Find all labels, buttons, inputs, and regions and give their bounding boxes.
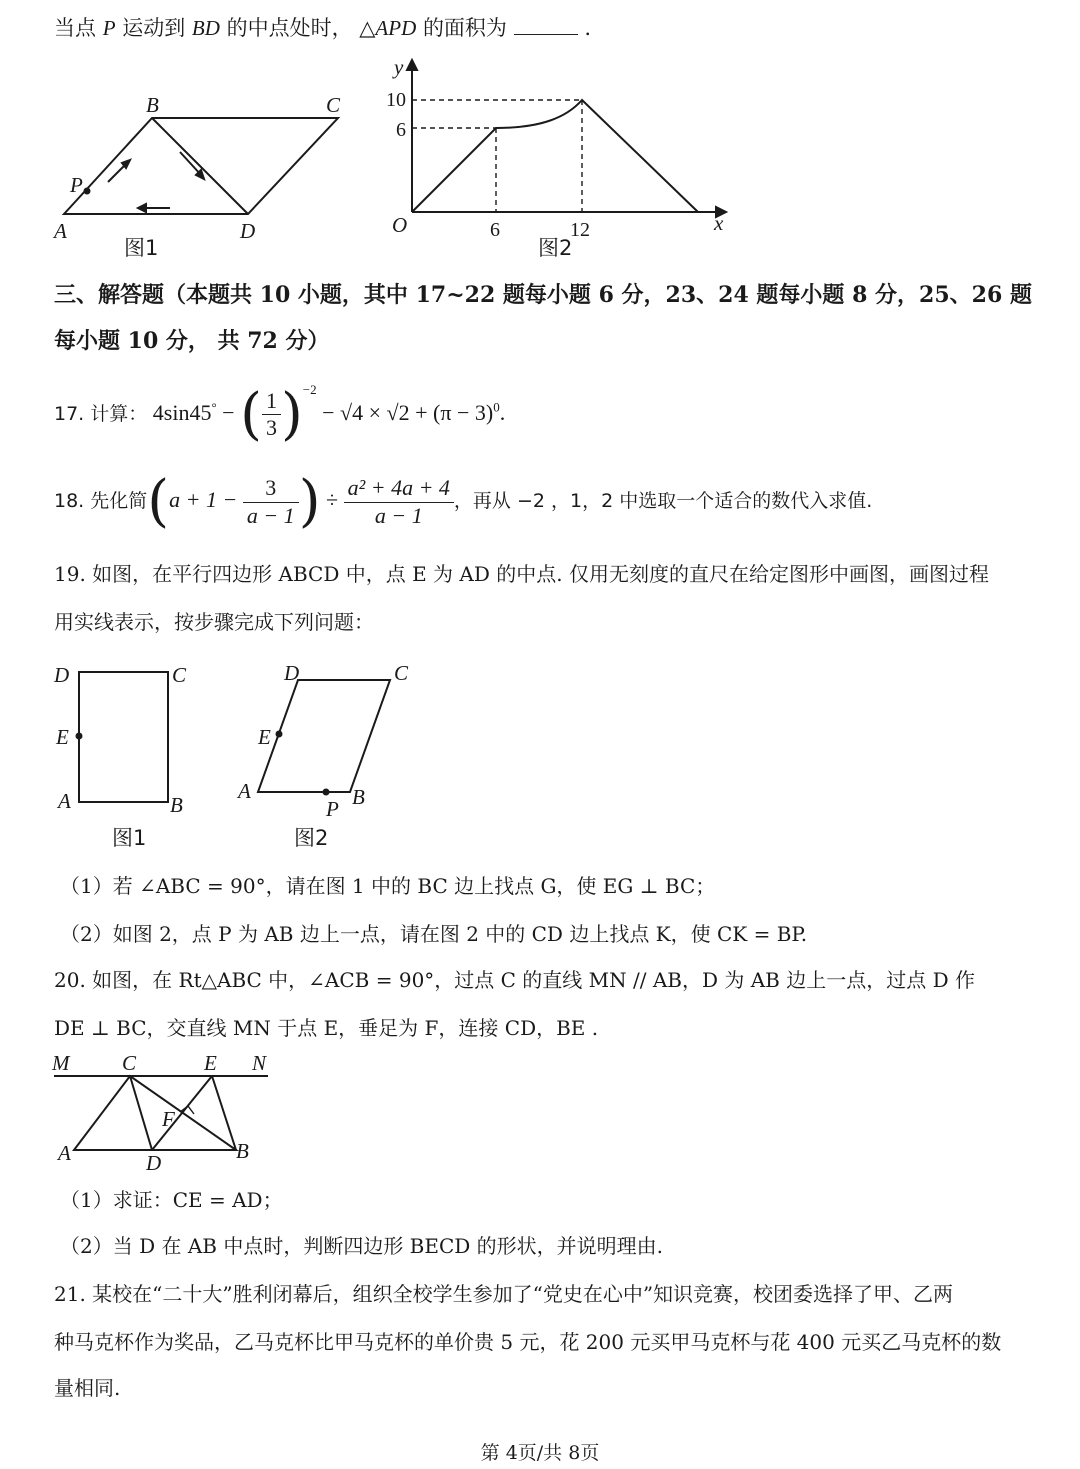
label-y: y	[394, 55, 404, 79]
q19-line2: 用实线表示，按步骤完成下列问题：	[54, 610, 374, 634]
label-d: D	[240, 219, 256, 243]
q19-fig2-caption: 图2	[294, 826, 329, 850]
q18-den2: a − 1	[374, 502, 423, 528]
q18-paren-open: (	[147, 469, 170, 534]
page-footer: 第 4页/共 8页	[480, 1442, 600, 1464]
tick-y10: 10	[386, 89, 406, 111]
q17-denominator: 3	[265, 415, 277, 441]
tick-x6: 6	[490, 219, 500, 241]
q19-fig1-label-d: D	[54, 663, 70, 687]
q19-fig2-label-e: E	[258, 725, 271, 749]
q18-num1: 3	[243, 475, 299, 502]
q20-label-f: F	[162, 1107, 175, 1131]
q19-fig1-label-a: A	[58, 789, 71, 813]
q19-fig2-label-b: B	[352, 785, 365, 809]
q19-fig2-label-p: P	[326, 797, 339, 821]
intro-text-a: 当点	[54, 16, 96, 40]
segment-cd	[130, 1076, 152, 1150]
q20-sub1: （1）求证：CE = AD；	[60, 1188, 283, 1212]
label-a: A	[54, 219, 67, 243]
q19-fig1-caption: 图1	[112, 826, 147, 850]
q17-label: 17. 计算：	[54, 403, 148, 425]
segment-be	[212, 1076, 236, 1150]
q18-label: 18. 先化简	[54, 490, 148, 513]
q17-end: .	[499, 400, 506, 425]
q20-line1: 20. 如图，在 Rt△ABC 中，∠ACB = 90°，过点 C 的直线 MN // AB，D 为 AB 边上一点，过点 D 作	[54, 968, 975, 992]
q19-fig1-label-e: E	[56, 725, 69, 749]
label-c: C	[326, 93, 341, 117]
q18-part1: a + 1 −	[169, 487, 243, 513]
label-x: x	[714, 211, 724, 235]
tick-x12: 12	[570, 219, 590, 241]
q17-sin: 4sin45	[152, 400, 212, 425]
q17-minus: −	[216, 400, 241, 425]
q20-line2: DE ⊥ BC，交直线 MN 于点 E，垂足为 F，连接 CD，BE .	[54, 1016, 599, 1040]
q19-fig2-label-d: D	[284, 661, 300, 685]
label-o: O	[392, 213, 408, 237]
q18-den1: a − 1	[246, 502, 295, 528]
q17-degree: °	[211, 399, 217, 415]
q20-label-a: A	[58, 1141, 71, 1165]
q20-label-c: C	[122, 1051, 137, 1075]
q20-label-d: D	[146, 1151, 162, 1175]
q17-paren-close: )	[280, 381, 303, 447]
q20-sub2: （2）当 D 在 AB 中点时，判断四边形 BECD 的形状，并说明理由.	[60, 1234, 664, 1258]
intro-text-e: .	[584, 16, 591, 40]
q19-sub2: （2）如图 2，点 P 为 AB 边上一点，请在图 2 中的 CD 边上找点 K，使 CK = BP.	[60, 922, 808, 946]
label-b: B	[146, 93, 159, 117]
q21-line1: 21. 某校在“二十大”胜利闭幕后，组织全校学生参加了“党史在心中”知识竞赛，校团委选择了甲、乙两	[54, 1282, 954, 1306]
intro-text-c: 的中点处时，	[226, 16, 353, 40]
q21-line3: 量相同.	[54, 1376, 121, 1400]
tick-y6: 6	[396, 119, 406, 141]
triangle-acb	[74, 1076, 236, 1150]
q19-fig1-label-b: B	[170, 793, 183, 817]
caption-fig1-top: 图1	[124, 236, 159, 260]
section3-heading-line2: 每小题 10 分， 共 72 分）	[54, 328, 330, 354]
q20-label-m: M	[52, 1051, 70, 1075]
q18-paren-close: )	[298, 469, 321, 534]
q18-num2: a² + 4a + 4	[344, 475, 454, 502]
segment-de	[152, 1076, 212, 1150]
q19-fig1-label-c: C	[172, 663, 187, 687]
intro-segment-bd: BD	[191, 16, 220, 40]
intro-point-p: P	[102, 16, 116, 40]
q17-rest: − √4 × √2 + (π − 3)	[316, 400, 494, 425]
intro-text-d: 的面积为	[422, 16, 507, 40]
q19-sub1: （1）若 ∠ABC = 90°，请在图 1 中的 BC 边上找点 G，使 EG ⊥ BC；	[60, 874, 716, 898]
q17-zero: 0	[493, 399, 500, 415]
intro-text-b: 运动到	[122, 16, 186, 40]
q17-numerator: 1	[262, 388, 281, 415]
q18-divide: ÷	[320, 487, 344, 513]
q17-exponent: −2	[302, 382, 317, 397]
section3-heading-line1: 三、解答题（本题共 10 小题，其中 17~22 题每小题 6 分，23、24 题每小题 8 分，25、26 题	[54, 282, 1032, 308]
q20-label-b: B	[236, 1139, 249, 1163]
q17-paren-open: (	[240, 381, 262, 447]
q21-line2: 种马克杯作为奖品，乙马克杯比甲马克杯的单价贵 5 元，花 200 元买甲马克杯与花 400 元买乙马克杯的数	[54, 1330, 1002, 1354]
intro-triangle-apd: △APD	[359, 16, 417, 40]
caption-fig2-top: 图2	[538, 236, 573, 260]
q19-line1: 19. 如图，在平行四边形 ABCD 中，点 E 为 AD 的中点. 仅用无刻度的直尺在给定图形中画图，画图过程	[54, 562, 989, 586]
q19-fig2-label-c: C	[394, 661, 409, 685]
q20-label-e: E	[204, 1051, 217, 1075]
label-p: P	[70, 173, 83, 197]
q19-fig2-label-a: A	[238, 779, 251, 803]
q20-label-n: N	[252, 1051, 267, 1075]
q18-tail: ，再从 −2 ，1，2 中选取一个适合的数代入求值.	[453, 490, 873, 513]
